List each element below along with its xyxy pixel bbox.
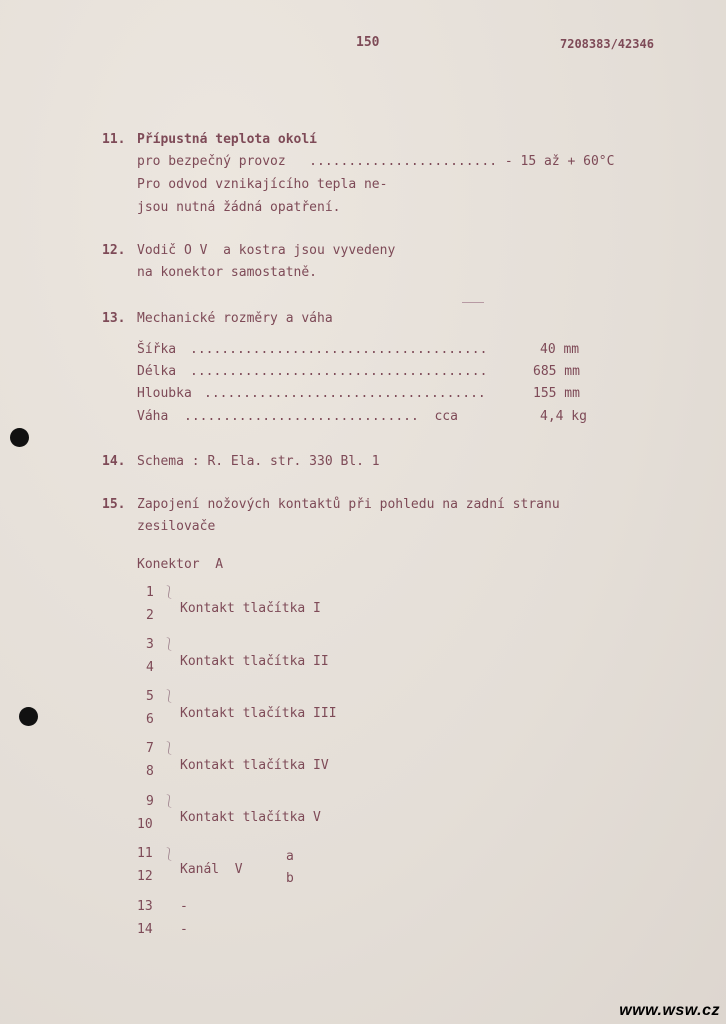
item-11-line-3: Pro odvod vznikajícího tepla ne- — [137, 177, 388, 192]
pin-number: 8 — [146, 764, 154, 779]
pin-function: Kontakt tlačítka IV — [180, 758, 329, 773]
pin-number: 2 — [146, 608, 154, 623]
brace-mark: ⎱ — [163, 741, 176, 755]
dimension-value: 155 mm — [533, 386, 580, 401]
dimension-leader: .............................. cca — [184, 409, 458, 424]
item-11-line-2: pro bezpečný provoz ........................ - 15 až + 60°C — [137, 154, 615, 169]
pin-number: 13 — [137, 899, 153, 914]
pin-function: - — [180, 922, 188, 937]
binder-hole-bottom — [19, 707, 38, 726]
brace-mark: ⎱ — [163, 794, 176, 808]
pin-number: 9 — [146, 794, 154, 809]
dimension-label: Hloubka — [137, 386, 192, 401]
pin-function: Kontakt tlačítka I — [180, 601, 321, 616]
item-14-line-1: Schema : R. Ela. str. 330 Bl. 1 — [137, 454, 380, 469]
channel-sub-label: b — [286, 871, 294, 886]
pin-function: Kontakt tlačítka III — [180, 706, 337, 721]
pin-number: 1 — [146, 585, 154, 600]
item-13-title: Mechanické rozměry a váha — [137, 311, 333, 326]
item-15-number: 15. — [102, 497, 126, 512]
brace-mark: ⎱ — [163, 585, 176, 599]
pin-number: 14 — [137, 922, 153, 937]
page-number: 150 — [356, 35, 380, 50]
dimension-leader: ...................................... — [190, 364, 488, 379]
brace-mark: ⎱ — [163, 847, 176, 861]
dimension-value: 40 mm — [540, 342, 580, 357]
dimension-leader: ...................................... — [190, 342, 488, 357]
pin-function: Kontakt tlačítka V — [180, 810, 321, 825]
pin-number: 4 — [146, 660, 154, 675]
dimension-label: Šířka — [137, 342, 177, 357]
pin-number: 7 — [146, 741, 154, 756]
item-11-line-4: jsou nutná žádná opatření. — [137, 200, 341, 215]
brace-mark: ⎱ — [163, 689, 176, 703]
dimension-label: Délka — [137, 364, 177, 379]
pin-function: Kontakt tlačítka II — [180, 654, 329, 669]
channel-sub-label: a — [286, 849, 294, 864]
item-15-line-2: zesilovače — [137, 519, 216, 534]
site-watermark: www.wsw.cz — [619, 1002, 720, 1019]
pin-number: 10 — [137, 817, 153, 832]
pin-number: 5 — [146, 689, 154, 704]
item-11-title: Přípustná teplota okolí — [137, 132, 318, 147]
pin-number: 6 — [146, 712, 154, 727]
item-12-line-2: na konektor samostatně. — [137, 265, 318, 280]
item-14-number: 14. — [102, 454, 126, 469]
pin-number: 12 — [137, 869, 153, 884]
item-13-number: 13. — [102, 311, 126, 326]
item-11-number: 11. — [102, 132, 126, 147]
dimension-value: 4,4 kg — [540, 409, 587, 424]
pin-function: - — [180, 899, 188, 914]
document-code: 7208383/42346 — [560, 37, 654, 51]
item-15-line-1: Zapojení nožových kontaktů při pohledu na zadní stranu — [137, 497, 560, 512]
pin-number: 3 — [146, 637, 154, 652]
connector-title: Konektor A — [137, 557, 224, 572]
dimension-leader: .................................... — [204, 386, 486, 401]
dimension-value: 685 mm — [533, 364, 580, 379]
binder-hole-top — [10, 428, 29, 447]
paper-mark — [462, 302, 484, 303]
item-12-line-1: Vodič O V a kostra jsou vyvedeny — [137, 243, 396, 258]
pin-function: Kanál V — [180, 862, 243, 877]
pin-number: 11 — [137, 846, 153, 861]
dimension-label: Váha — [137, 409, 169, 424]
brace-mark: ⎱ — [163, 637, 176, 651]
item-12-number: 12. — [102, 243, 126, 258]
